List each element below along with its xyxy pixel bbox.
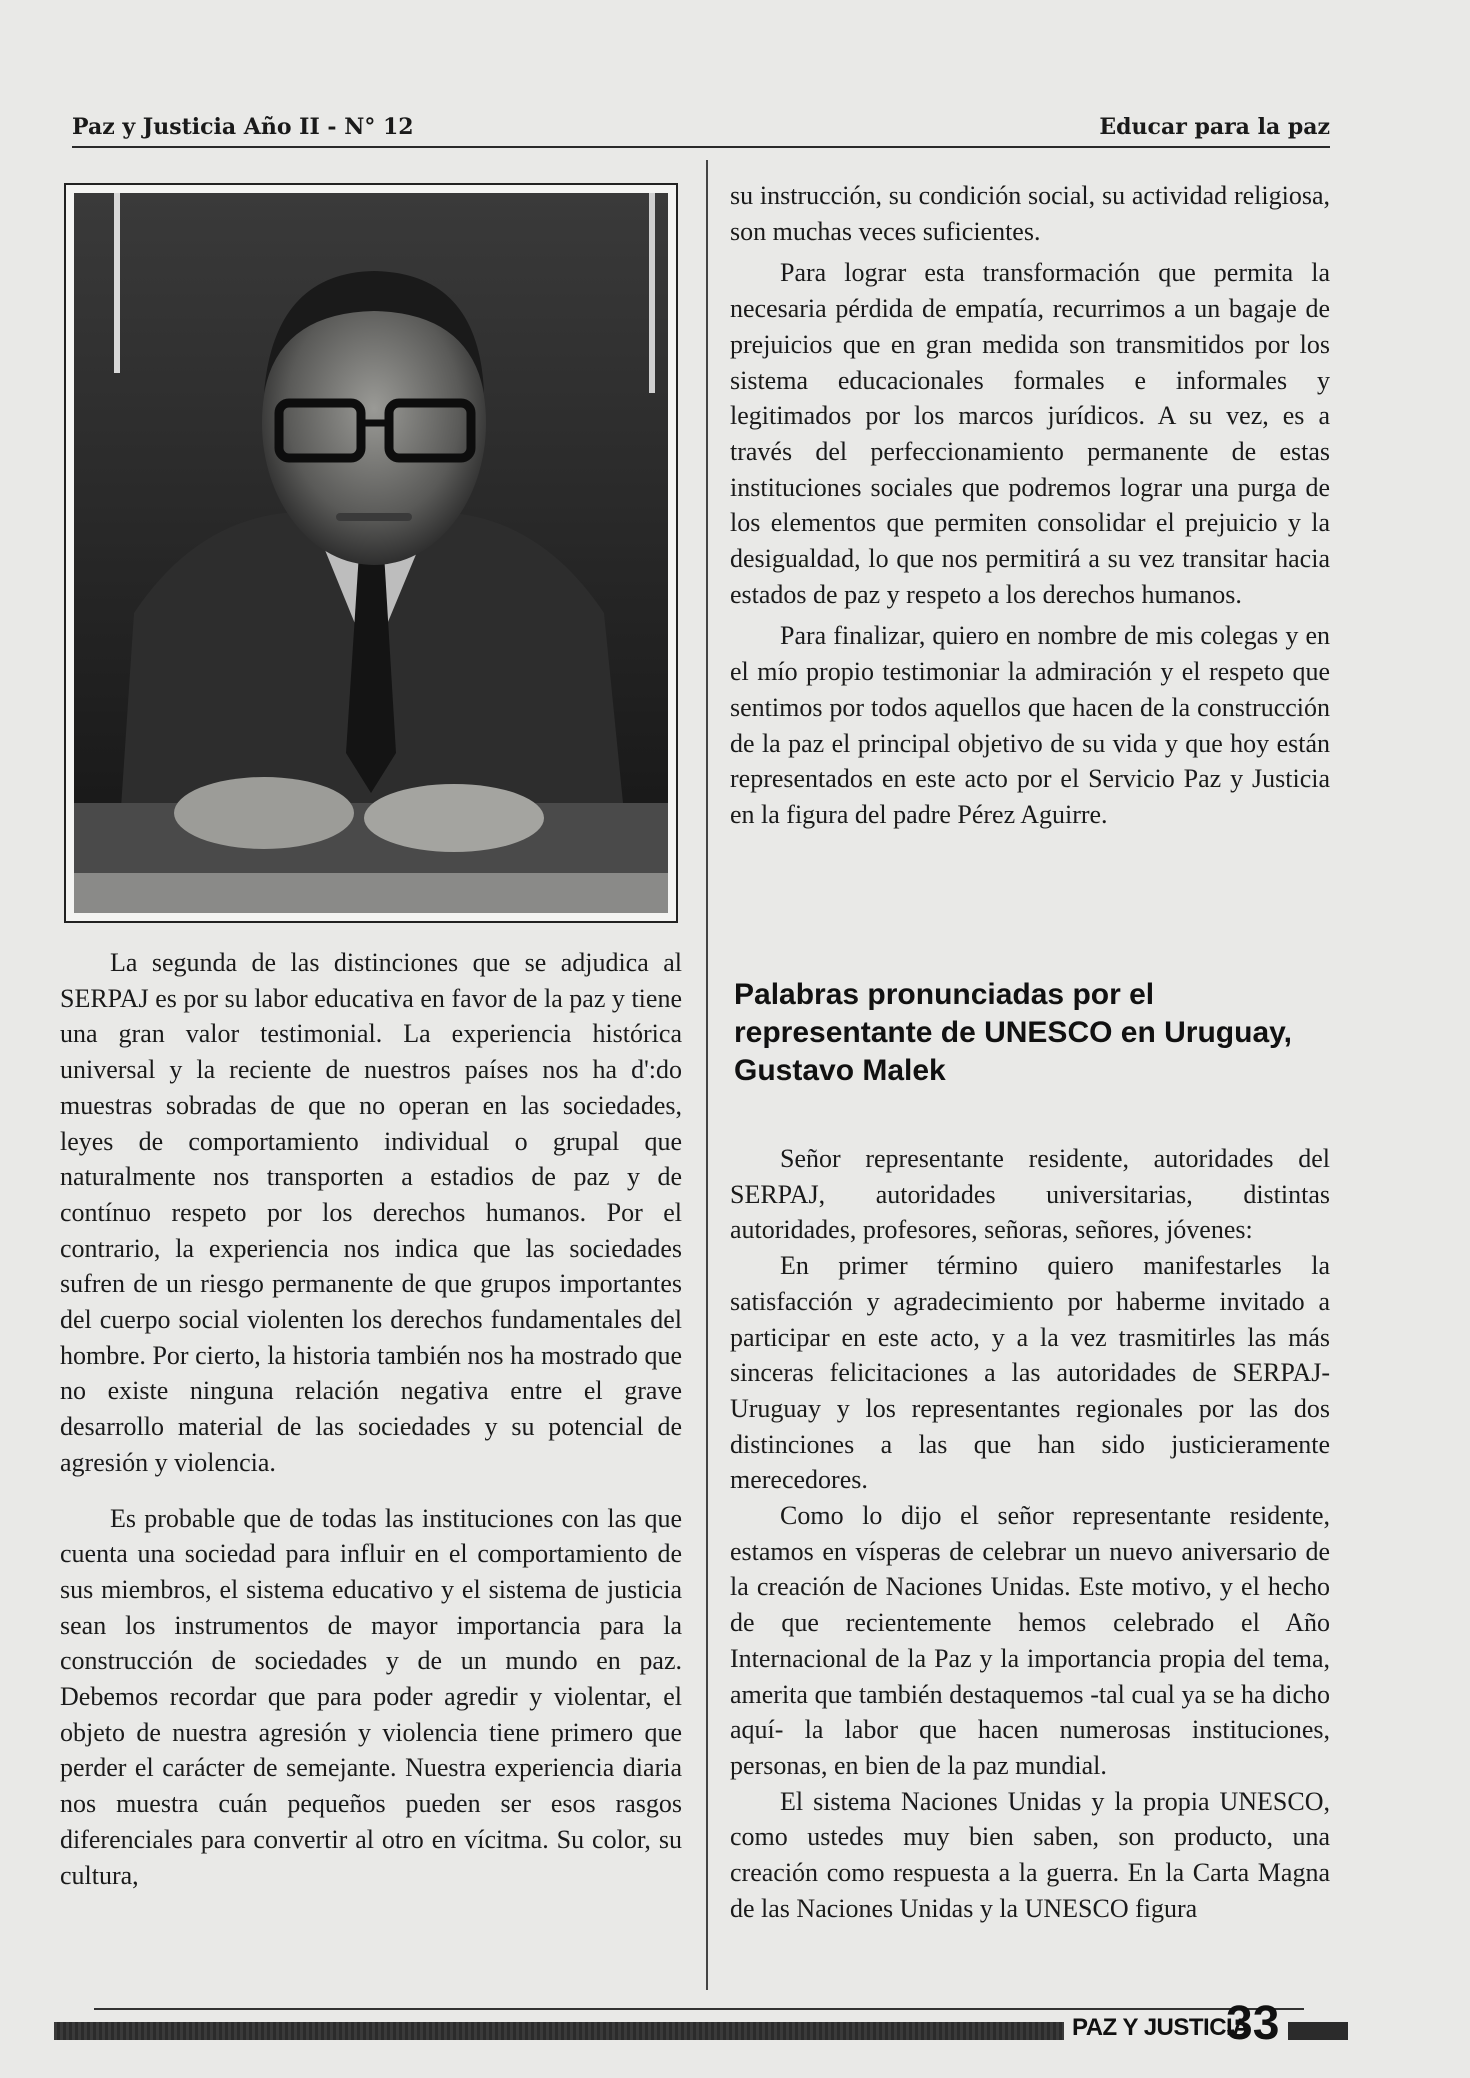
- paragraph: Para finalizar, quiero en nombre de mis colegas y en el mío propio testimoniar la admiración y el respeto que sentimos por todos aquellos que hacen de la construcción de la paz el principal objetivo de su vida y que hoy están representados en este acto por el Servicio Paz y Justicia en la figura del padre Pérez Aguirre.: [730, 621, 1330, 829]
- paragraph: Es probable que de todas las instituciones con las que cuenta una sociedad para influir en el comportamiento de sus miembros, el sistema educativo y el sistema de justicia sean los instrumentos de mayor importancia para la construcción de sociedades y de un mundo en paz. Debemos recordar que para poder agredir y violentar, el objeto de nuestra agresión y violencia tiene primero que perder el carácter de semejante. Nuestra experiencia diaria nos muestra cuán pequeños pueden ser esos rasgos diferenciales para convertir al otro en vícitma. Su color, su cultura,: [60, 1503, 682, 1890]
- footer-rule: [94, 2008, 1304, 2010]
- paragraph: Como lo dijo el señor representante residente, estamos en vísperas de celebrar un nuevo aniversario de la creación de Naciones Unidas. Este motivo, y el hecho de que recientemente hemos celebrado el Año Internacional de la Paz y la importancia propia del tema, amerita que también destaquemos -tal cual ya se ha dicho aquí- la labor que hacen numerosas instituciones, personas, en bien de la paz mundial.: [730, 1501, 1330, 1780]
- page-number: 33: [1226, 1997, 1280, 2050]
- paragraph: Para lograr esta transformación que permita la necesaria pérdida de empatía, recurrimos a un bagaje de prejuicios que en gran medida son transmitidos por los sistema educacionales formales e informales y legitimados por los marcos jurídicos. A su vez, es a través del perfeccionamiento permanente de estas instituciones sociales que podremos lograr una purga de los elementos que permiten consolidar el prejuicio y la desigualdad, lo que nos permitirá a su vez transitar hacia estados de paz y respeto a los derechos humanos.: [730, 258, 1330, 609]
- header-publication: Paz y Justicia Año II - N° 12: [72, 114, 414, 140]
- paragraph: su instrucción, su condición social, su actividad religiosa, son muchas veces suficientes.: [730, 181, 1330, 246]
- paragraph: En primer término quiero manifestarles la satisfacción y agradecimiento por haberme invitado a participar en este acto, y a la vez trasmitirles las más sinceras felicitaciones a las autoridades de SERPAJ-Uruguay y los representantes regionales por las dos distinciones a las que han sido justicieramente merecedores.: [730, 1251, 1330, 1495]
- left-column-text: [60, 945, 682, 1893]
- header-section: Educar para la paz: [1099, 114, 1330, 140]
- footer-bar-end: [1288, 2022, 1348, 2040]
- column-divider: [706, 160, 708, 1990]
- portrait-illustration-icon: [74, 193, 668, 913]
- footer-magazine-name: PAZ Y JUSTICIA: [1072, 2014, 1250, 2041]
- right-column-bottom-text: [730, 1141, 1330, 1926]
- portrait-photo-icon: [74, 193, 668, 913]
- page-footer: [54, 1997, 1349, 2050]
- paragraph: El sistema Naciones Unidas y la propia UNESCO, como ustedes muy bien saben, son producto, una creación como respuesta a la guerra. En la Carta Magna de las Naciones Unidas y la UNESCO figura: [730, 1786, 1330, 1923]
- paragraph: Señor representante residente, autoridades del SERPAJ, autoridades universitarias, distintas autoridades, profesores, señoras, señores, jóvenes:: [730, 1144, 1330, 1245]
- right-column-top-text: [730, 178, 1330, 833]
- running-header: [72, 112, 1330, 148]
- photo-frame: [64, 183, 678, 923]
- article-heading: Palabras pronunciadas por el representante de UNESCO en Uruguay, Gustavo Malek: [734, 978, 1292, 1087]
- paragraph: La segunda de las distinciones que se adjudica al SERPAJ es por su labor educativa en favor de la paz y tiene una gran valor testimonial. La experiencia histórica universal y la reciente de nuestros países nos ha d':do muestras sobradas de que no operan en las sociedades, leyes de comportamiento individual o grupal que naturalmente nos transporten a estadios de paz y de contínuo respeto por los derechos humanos. Por el contrario, la experiencia nos indica que las sociedades sufren de un riesgo permanente de que grupos importantes del cuerpo social violenten los derechos fundamentales del hombre. Por cierto, la historia también nos ha mostrado que no existe ninguna relación negativa entre el grave desarrollo material de las sociedades y su potencial de agresión y violencia.: [60, 948, 682, 1477]
- footer-bar: [54, 2022, 1064, 2040]
